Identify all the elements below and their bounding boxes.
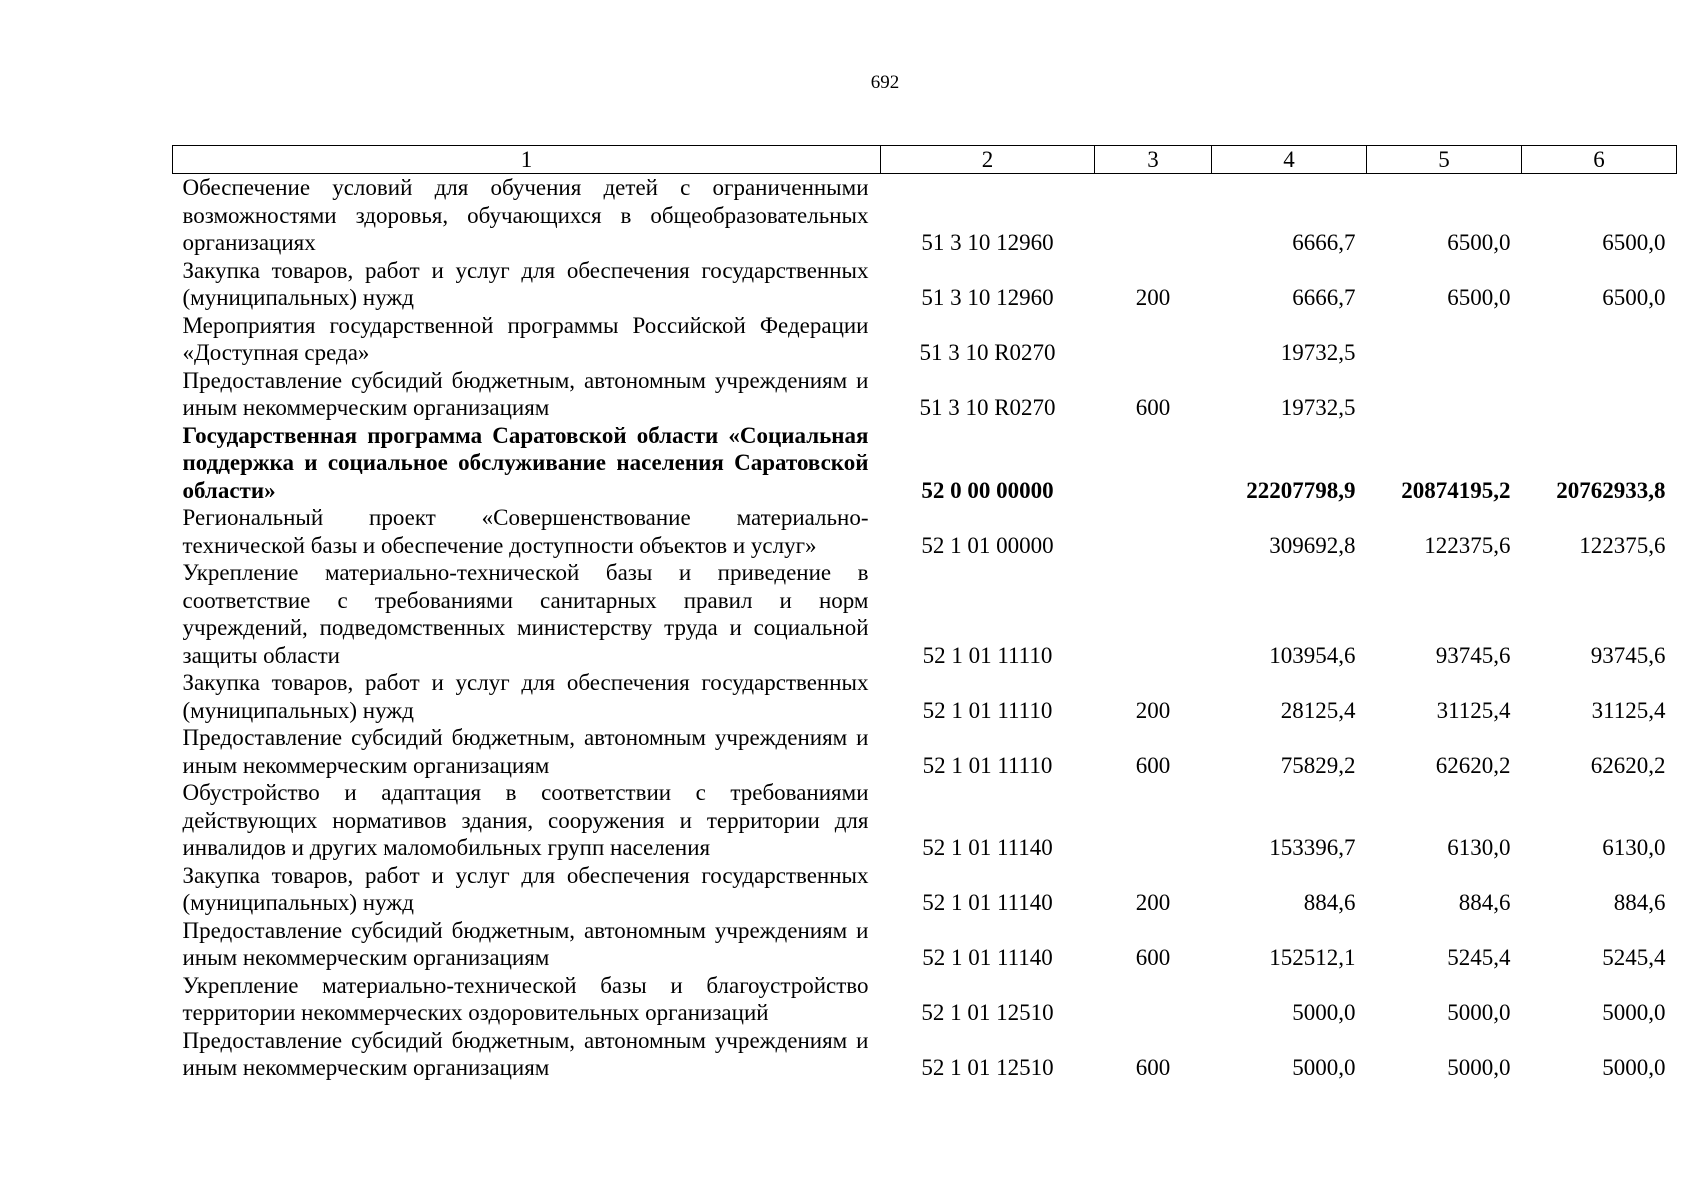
row-type <box>1095 504 1212 559</box>
row-type <box>1095 174 1212 257</box>
row-value-col6: 6500,0 <box>1602 230 1666 255</box>
row-value-col4: 5000,0 <box>1292 1055 1356 1080</box>
row-name: Предоставление субсидий бюджетным, автономным учреждениям и иным некоммерческим организациям <box>182 725 869 778</box>
row-type <box>1095 312 1212 367</box>
table-row <box>173 669 1677 724</box>
row-value-col5 <box>1367 367 1522 422</box>
row-name: Региональный проект «Совершенствование материально-технической базы и обеспечение доступности объектов и услуг» <box>182 505 869 558</box>
row-name: Предоставление субсидий бюджетным, автономным учреждениям и иным некоммерческим организациям <box>182 367 869 420</box>
row-value-col6: 884,6 <box>1613 890 1666 915</box>
row-value-col6: 6130,0 <box>1602 835 1666 860</box>
row-name: Укрепление материально-технической базы и приведение в соответствие с требованиями санитарных правил и норм учреждений, подведомственных министерству труда и социальной защиты области <box>182 560 869 668</box>
row-name: Государственная программа Саратовской области «Социальная поддержка и социальное обслуживание населения Саратовской области» <box>182 422 869 503</box>
row-value-col6: 122375,6 <box>1579 532 1666 558</box>
row-value-col4: 103954,6 <box>1269 642 1356 668</box>
row-type <box>1095 972 1212 1027</box>
row-value-col4: 6666,7 <box>1292 285 1356 310</box>
table-row <box>173 862 1677 917</box>
row-name: Обустройство и адаптация в соответствии с требованиями действующих нормативов здания, сооружения и территории для инвалидов и других маломобильных групп населения <box>182 780 869 860</box>
row-value-col5: 5000,0 <box>1447 1000 1511 1025</box>
row-type: 600 <box>1135 752 1171 778</box>
row-type <box>1095 559 1212 669</box>
row-value-col6: 62620,2 <box>1590 752 1666 778</box>
row-code: 52 1 01 00000 <box>921 532 1054 558</box>
header-col-3: 3 <box>1095 146 1212 174</box>
row-type <box>1095 422 1212 505</box>
row-value-col4: 5000,0 <box>1292 1000 1356 1025</box>
row-value-col6 <box>1522 367 1677 422</box>
table-header <box>173 146 1677 174</box>
table-row <box>173 422 1677 505</box>
row-code: 51 3 10 R0270 <box>919 340 1056 365</box>
table-row <box>173 257 1677 312</box>
row-value-col4: 19732,5 <box>1280 340 1356 365</box>
row-value-col5: 884,6 <box>1458 890 1511 915</box>
header-col-5: 5 <box>1367 146 1522 174</box>
table-row <box>173 367 1677 422</box>
row-value-col6 <box>1522 312 1677 367</box>
row-name: Обеспечение условий для обучения детей с ограниченными возможностями здоровья, обучающихся в общеобразовательных организациях <box>182 175 869 255</box>
row-value-col4: 28125,4 <box>1280 697 1356 723</box>
row-value-col5: 122375,6 <box>1424 532 1511 558</box>
row-code: 52 1 01 12510 <box>921 1055 1054 1080</box>
row-value-col4: 75829,2 <box>1280 752 1356 778</box>
row-name: Предоставление субсидий бюджетным, автономным учреждениям и иным некоммерческим организациям <box>182 1027 869 1080</box>
row-name: Закупка товаров, работ и услуг для обеспечения государственных (муниципальных) нужд <box>182 670 869 723</box>
row-code: 51 3 10 R0270 <box>919 395 1056 420</box>
row-type: 600 <box>1135 945 1171 970</box>
row-code: 52 1 01 11140 <box>922 945 1053 970</box>
row-value-col5: 62620,2 <box>1435 752 1511 778</box>
row-value-col5 <box>1367 312 1522 367</box>
table-row <box>173 559 1677 669</box>
table-row <box>173 917 1677 972</box>
row-value-col5: 31125,4 <box>1436 697 1511 723</box>
row-code: 52 1 01 11110 <box>922 642 1053 668</box>
row-name: Укрепление материально-технической базы и благоустройство территории некоммерческих оздоровительных организаций <box>182 972 869 1025</box>
header-col-6: 6 <box>1522 146 1677 174</box>
row-code: 52 1 01 12510 <box>921 1000 1054 1025</box>
row-value-col4: 153396,7 <box>1269 835 1356 860</box>
row-name: Предоставление субсидий бюджетным, автономным учреждениям и иным некоммерческим организациям <box>182 917 869 970</box>
table-row <box>173 312 1677 367</box>
row-name: Закупка товаров, работ и услуг для обеспечения государственных (муниципальных) нужд <box>182 257 869 310</box>
row-code: 51 3 10 12960 <box>921 285 1054 310</box>
table-row <box>173 724 1677 779</box>
header-col-4: 4 <box>1212 146 1367 174</box>
row-value-col6: 5245,4 <box>1602 945 1666 970</box>
table-row <box>173 504 1677 559</box>
row-code: 52 1 01 11110 <box>922 697 1053 723</box>
header-col-2: 2 <box>881 146 1095 174</box>
header-col-1: 1 <box>173 146 881 174</box>
table-row <box>173 1027 1677 1082</box>
row-value-col4: 152512,1 <box>1269 945 1356 970</box>
row-code: 51 3 10 12960 <box>921 230 1054 255</box>
row-value-col5: 6130,0 <box>1447 835 1511 860</box>
row-value-col5: 5245,4 <box>1447 945 1511 970</box>
row-value-col4: 884,6 <box>1303 890 1356 915</box>
row-type <box>1095 779 1212 862</box>
row-code: 52 0 00 00000 <box>921 477 1054 503</box>
page-number: 692 <box>870 72 900 93</box>
row-code: 52 1 01 11140 <box>922 890 1053 915</box>
row-value-col6: 5000,0 <box>1602 1055 1666 1080</box>
row-value-col5: 5000,0 <box>1447 1055 1511 1080</box>
row-type: 600 <box>1135 395 1171 420</box>
row-value-col6: 6500,0 <box>1602 285 1666 310</box>
row-type: 600 <box>1135 1055 1171 1080</box>
row-value-col5: 6500,0 <box>1447 285 1511 310</box>
table-row <box>173 174 1677 257</box>
row-value-col6: 20762933,8 <box>1556 477 1666 503</box>
row-value-col5: 20874195,2 <box>1401 477 1511 503</box>
row-type: 200 <box>1135 697 1171 723</box>
table-row <box>173 779 1677 862</box>
row-value-col5: 6500,0 <box>1447 230 1511 255</box>
row-value-col4: 309692,8 <box>1269 532 1356 558</box>
row-value-col6: 93745,6 <box>1590 642 1666 668</box>
row-value-col6: 5000,0 <box>1602 1000 1666 1025</box>
row-type: 200 <box>1135 285 1171 310</box>
table-row <box>173 972 1677 1027</box>
row-type: 200 <box>1135 890 1171 915</box>
row-name: Закупка товаров, работ и услуг для обеспечения государственных (муниципальных) нужд <box>182 862 869 915</box>
table-body <box>173 174 1677 1082</box>
row-name: Мероприятия государственной программы Российской Федерации «Доступная среда» <box>182 312 869 365</box>
row-value-col4: 6666,7 <box>1292 230 1356 255</box>
row-value-col5: 93745,6 <box>1435 642 1511 668</box>
row-value-col6: 31125,4 <box>1591 697 1666 723</box>
row-code: 52 1 01 11140 <box>922 835 1053 860</box>
budget-table <box>172 145 1677 1082</box>
row-value-col4: 22207798,9 <box>1246 477 1356 503</box>
row-code: 52 1 01 11110 <box>922 752 1053 778</box>
header-row <box>173 146 1677 174</box>
row-value-col4: 19732,5 <box>1280 395 1356 420</box>
